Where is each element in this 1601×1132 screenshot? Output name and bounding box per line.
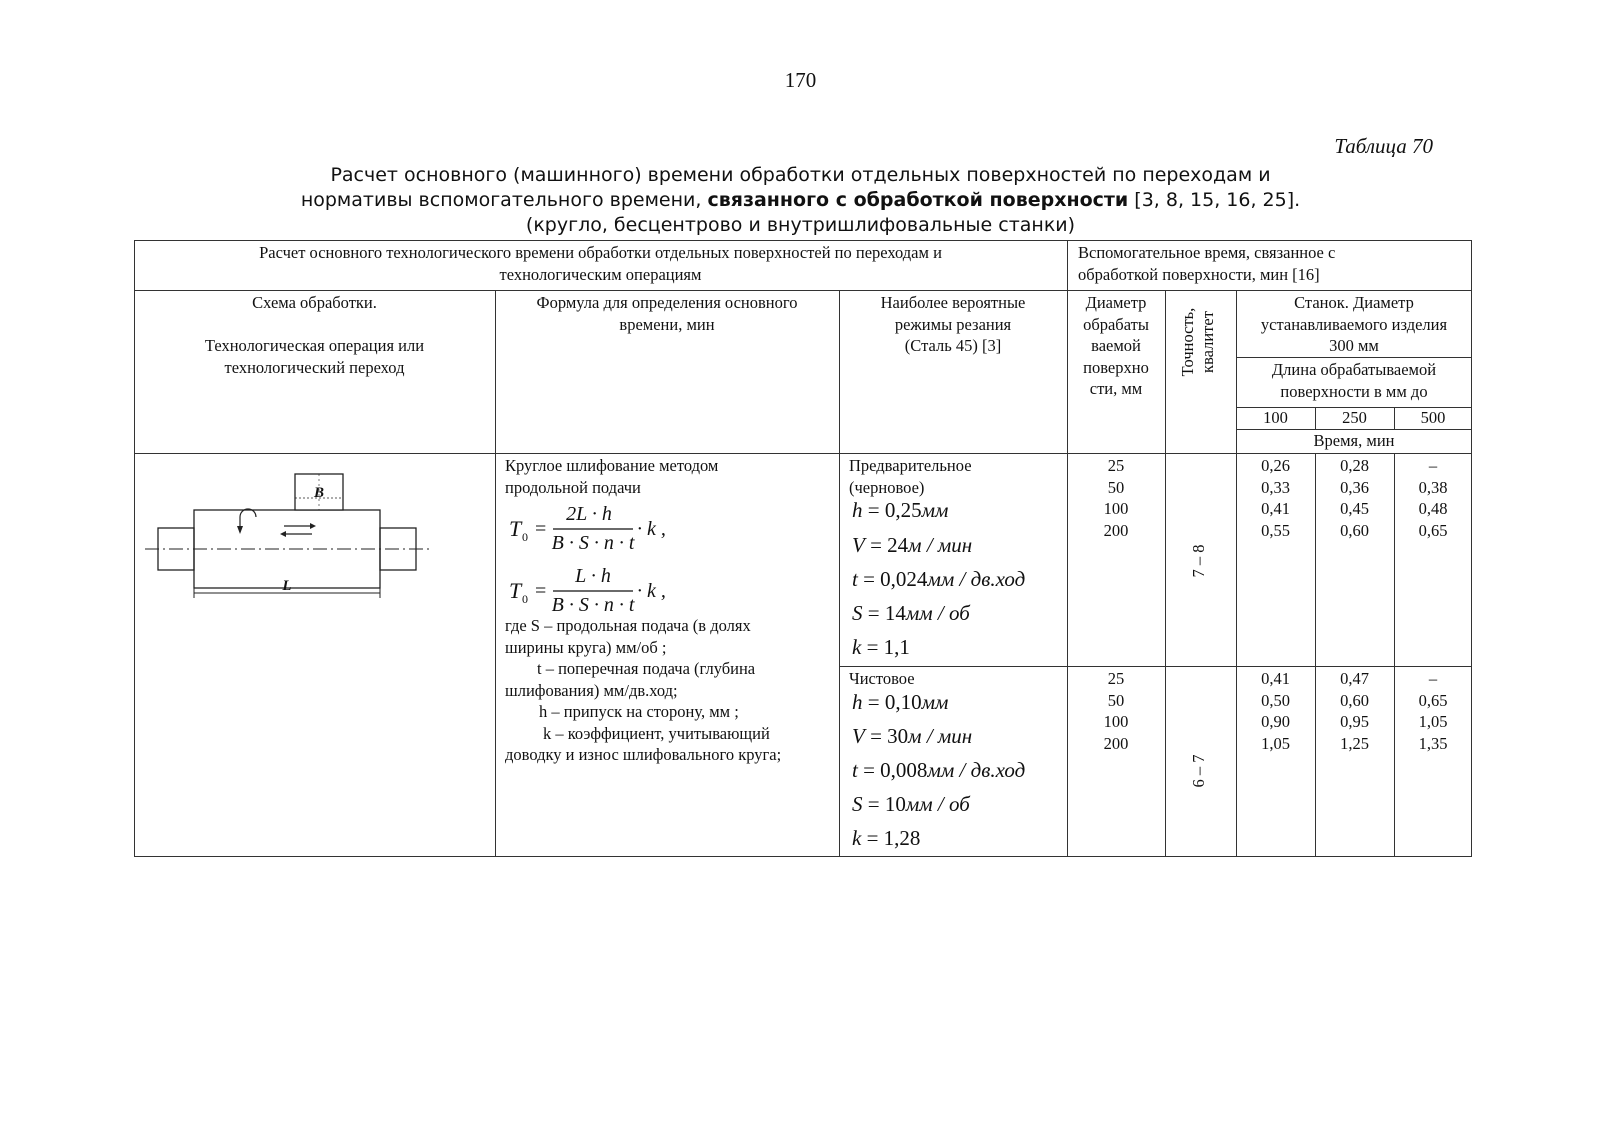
- formula-notes: [505, 615, 781, 766]
- header-length: [1236, 359, 1472, 402]
- rule: [134, 856, 1472, 857]
- time-value: 0,47: [1340, 669, 1369, 688]
- formula-2-tail: · k ,: [637, 580, 666, 602]
- header-text: технологический переход: [224, 357, 405, 377]
- time-value: 0,55: [1261, 520, 1290, 540]
- header-scheme: [134, 292, 495, 378]
- time-value: 0,26: [1261, 456, 1290, 475]
- diameter-value: 50: [1107, 477, 1125, 497]
- rule: [134, 240, 1472, 241]
- param-eq: = 1,28: [861, 826, 921, 850]
- time-value: 0,65: [1418, 690, 1448, 710]
- row1-param-t: [852, 567, 1025, 592]
- row1-time-500: [1394, 455, 1472, 541]
- title-refs: [3, 8, 15, 16, 25].: [1128, 189, 1301, 211]
- row2-accuracy: 6 – 7: [1189, 754, 1208, 788]
- time-value: 1,05: [1261, 733, 1290, 753]
- formula-equations: [505, 500, 705, 626]
- table-label: Таблица 70: [1334, 134, 1433, 158]
- header-text: Наиболее вероятные: [880, 293, 1026, 312]
- rule: [134, 290, 1472, 291]
- formula-note: h – припуск на сторону, мм ;: [539, 702, 739, 721]
- time-value: –: [1428, 669, 1438, 688]
- header-text: поверхно: [1083, 357, 1149, 377]
- time-value: 0,60: [1340, 690, 1369, 710]
- scheme-label-b: B: [313, 485, 325, 501]
- param-eq: = 0,25: [862, 498, 922, 522]
- diameter-value: 100: [1103, 499, 1129, 518]
- row1-time-100: [1236, 455, 1315, 541]
- param-var: h: [852, 690, 863, 714]
- formula-1-numerator: 2L · h: [566, 503, 612, 525]
- row2-mode-title: [849, 668, 915, 690]
- rule: [839, 290, 840, 857]
- time-value: 0,60: [1340, 520, 1369, 540]
- header-length-500: 500: [1420, 408, 1446, 427]
- time-value: 0,48: [1418, 499, 1448, 518]
- header-modes: [839, 292, 1067, 357]
- formula-note: шлифования) мм/дв.ход;: [505, 680, 678, 700]
- time-value: 0,41: [1261, 669, 1290, 688]
- header-text: Расчет основного технологического времени обработки отдельных поверхностей по переходам и: [259, 243, 942, 262]
- header-text: режимы резания: [894, 314, 1012, 334]
- param-eq: = 0,024: [857, 567, 928, 591]
- param-unit: м / мин: [908, 533, 973, 557]
- header-text: сти, мм: [1089, 379, 1143, 398]
- param-unit: мм: [921, 498, 949, 522]
- row2-time-100: [1236, 668, 1315, 754]
- formula-note: t – поперечная подача (глубина: [537, 659, 756, 678]
- row1-param-k: [852, 635, 910, 660]
- formula-2-denominator: B · S · n · t: [551, 594, 635, 616]
- param-eq: = 0,008: [857, 758, 928, 782]
- header-text: квалитет: [1198, 311, 1217, 373]
- header-diameter: [1067, 292, 1165, 400]
- page-number: 170: [784, 68, 817, 92]
- param-var: t: [852, 758, 858, 782]
- header-text: Технологическая операция или: [204, 336, 425, 355]
- header-accuracy: [1178, 272, 1224, 412]
- header-formula: [495, 292, 839, 335]
- header-text: Вспомогательное время, связанное с: [1078, 243, 1336, 262]
- row1-accuracy: 7 – 8: [1189, 544, 1208, 578]
- param-var: k: [852, 635, 862, 659]
- param-var: k: [852, 826, 862, 850]
- param-eq: = 0,10: [862, 690, 922, 714]
- formula-1-sub: 0: [522, 530, 528, 544]
- param-unit: мм / дв.ход: [927, 567, 1026, 591]
- row2-param-v: [852, 724, 972, 749]
- param-eq: = 14: [862, 601, 906, 625]
- formula-note: где S – продольная подача (в долях: [505, 616, 751, 635]
- row2-param-s: [852, 792, 970, 817]
- param-eq: = 24: [864, 533, 909, 557]
- diameter-value: 200: [1103, 520, 1129, 540]
- header-text: устанавливаемого изделия: [1260, 314, 1448, 334]
- table-title-line-1: Расчет основного (машинного) времени обработки отдельных поверхностей по переходам и: [330, 164, 1271, 186]
- time-value: 0,50: [1261, 690, 1290, 710]
- param-eq: = 1,1: [861, 635, 910, 659]
- row1-param-s: [852, 601, 970, 626]
- formula-1-denominator: B · S · n · t: [551, 532, 635, 554]
- mode-title-text: (черновое): [849, 477, 925, 497]
- time-value: 0,28: [1340, 456, 1369, 475]
- param-eq: = 30: [864, 724, 909, 748]
- diameter-value: 50: [1107, 690, 1125, 710]
- table-title-line-2: [0, 189, 1601, 211]
- mode-title-text: Чистовое: [849, 669, 915, 688]
- svg-text:=: =: [535, 518, 547, 540]
- formula-note: ширины круга) мм/об ;: [505, 637, 667, 657]
- param-var: V: [852, 533, 865, 557]
- svg-text:=: =: [535, 580, 547, 602]
- time-value: 0,90: [1261, 712, 1290, 731]
- formula-1-lhs: T: [509, 516, 522, 541]
- param-unit: мм / об: [905, 601, 970, 625]
- rule: [839, 666, 1472, 667]
- formula-text: продольной подачи: [505, 477, 641, 497]
- header-text: поверхности в мм до: [1280, 381, 1428, 401]
- param-unit: мм: [921, 690, 949, 714]
- header-time: Время, мин: [1313, 431, 1395, 450]
- scheme-label-l: L: [282, 578, 292, 594]
- time-value: 1,35: [1418, 733, 1448, 753]
- header-main-left: [134, 242, 1067, 286]
- header-text: Диаметр: [1085, 293, 1147, 312]
- header-text: обработкой поверхности, мин [16]: [1078, 265, 1320, 284]
- header-length-100: 100: [1263, 408, 1288, 427]
- row2-time-250: [1315, 668, 1394, 754]
- formula-note: доводку и износ шлифовального круга;: [505, 745, 782, 764]
- param-unit: мм / дв.ход: [927, 758, 1026, 782]
- time-value: 0,41: [1261, 499, 1290, 518]
- param-var: h: [852, 498, 863, 522]
- table-title-line-3: (кругло, бесцентрово и внутришлифовальные станки): [525, 214, 1076, 236]
- header-text: ваемой: [1091, 336, 1141, 355]
- header-text: (Сталь 45) [3]: [904, 336, 1002, 355]
- header-machine: [1236, 292, 1472, 357]
- rule: [1165, 290, 1166, 857]
- param-var: S: [852, 601, 863, 625]
- formula-text: Круглое шлифование методом: [505, 456, 719, 475]
- formula-note: k – коэффициент, учитывающий: [543, 723, 770, 743]
- time-value: 0,65: [1418, 520, 1448, 540]
- header-text: Станок. Диаметр: [1294, 293, 1414, 312]
- time-value: 0,45: [1340, 499, 1369, 518]
- param-unit: мм / об: [905, 792, 970, 816]
- formula-2-numerator: L · h: [575, 565, 611, 587]
- row1-param-v: [852, 533, 972, 558]
- row2-param-k: [852, 826, 920, 851]
- time-value: 0,36: [1340, 477, 1369, 497]
- row1-param-h: [852, 498, 948, 523]
- diameter-value: 200: [1103, 733, 1129, 753]
- formula-2-sub: 0: [522, 592, 528, 606]
- rule: [134, 453, 1472, 454]
- time-value: 1,05: [1418, 712, 1448, 731]
- title-bold: связанного с обработкой поверхности: [707, 189, 1129, 211]
- param-var: S: [852, 792, 863, 816]
- header-length-250: 250: [1342, 408, 1367, 427]
- formula-intro: [505, 455, 718, 498]
- row1-diameters: [1067, 455, 1165, 541]
- row2-param-t: [852, 758, 1025, 783]
- rule: [1236, 357, 1472, 358]
- time-value: –: [1428, 456, 1438, 475]
- time-value: 1,25: [1340, 733, 1369, 753]
- row2-param-h: [852, 690, 948, 715]
- time-value: 0,38: [1418, 477, 1448, 497]
- header-text: Формула для определения основного: [536, 293, 798, 312]
- header-text: Длина обрабатываемой: [1271, 360, 1437, 379]
- row2-time-500: [1394, 668, 1472, 754]
- formula-1-tail: · k ,: [637, 518, 666, 540]
- header-text: обрабаты: [1083, 314, 1149, 334]
- param-eq: = 10: [862, 792, 906, 816]
- header-text: Точность,: [1178, 307, 1197, 377]
- time-value: 0,33: [1261, 477, 1290, 497]
- formula-2-lhs: T: [509, 578, 522, 603]
- header-text: 300 мм: [1329, 336, 1379, 355]
- diameter-value: 100: [1103, 712, 1129, 731]
- mode-title-text: Предварительное: [849, 456, 972, 475]
- header-text: [134, 314, 495, 336]
- header-text: времени, мин: [619, 314, 715, 334]
- row1-mode-title: [849, 455, 972, 498]
- row2-diameters: [1067, 668, 1165, 754]
- title-plain: нормативы вспомогательного времени,: [300, 189, 708, 211]
- diameter-value: 25: [1107, 669, 1125, 688]
- param-unit: м / мин: [908, 724, 973, 748]
- grinding-scheme-drawing: [140, 462, 440, 612]
- param-var: V: [852, 724, 865, 748]
- time-value: 0,95: [1340, 712, 1369, 731]
- row1-time-250: [1315, 455, 1394, 541]
- param-var: t: [852, 567, 858, 591]
- header-text: Схема обработки.: [252, 293, 377, 312]
- header-text: технологическим операциям: [499, 265, 702, 284]
- diameter-value: 25: [1107, 456, 1125, 475]
- rule: [495, 290, 496, 857]
